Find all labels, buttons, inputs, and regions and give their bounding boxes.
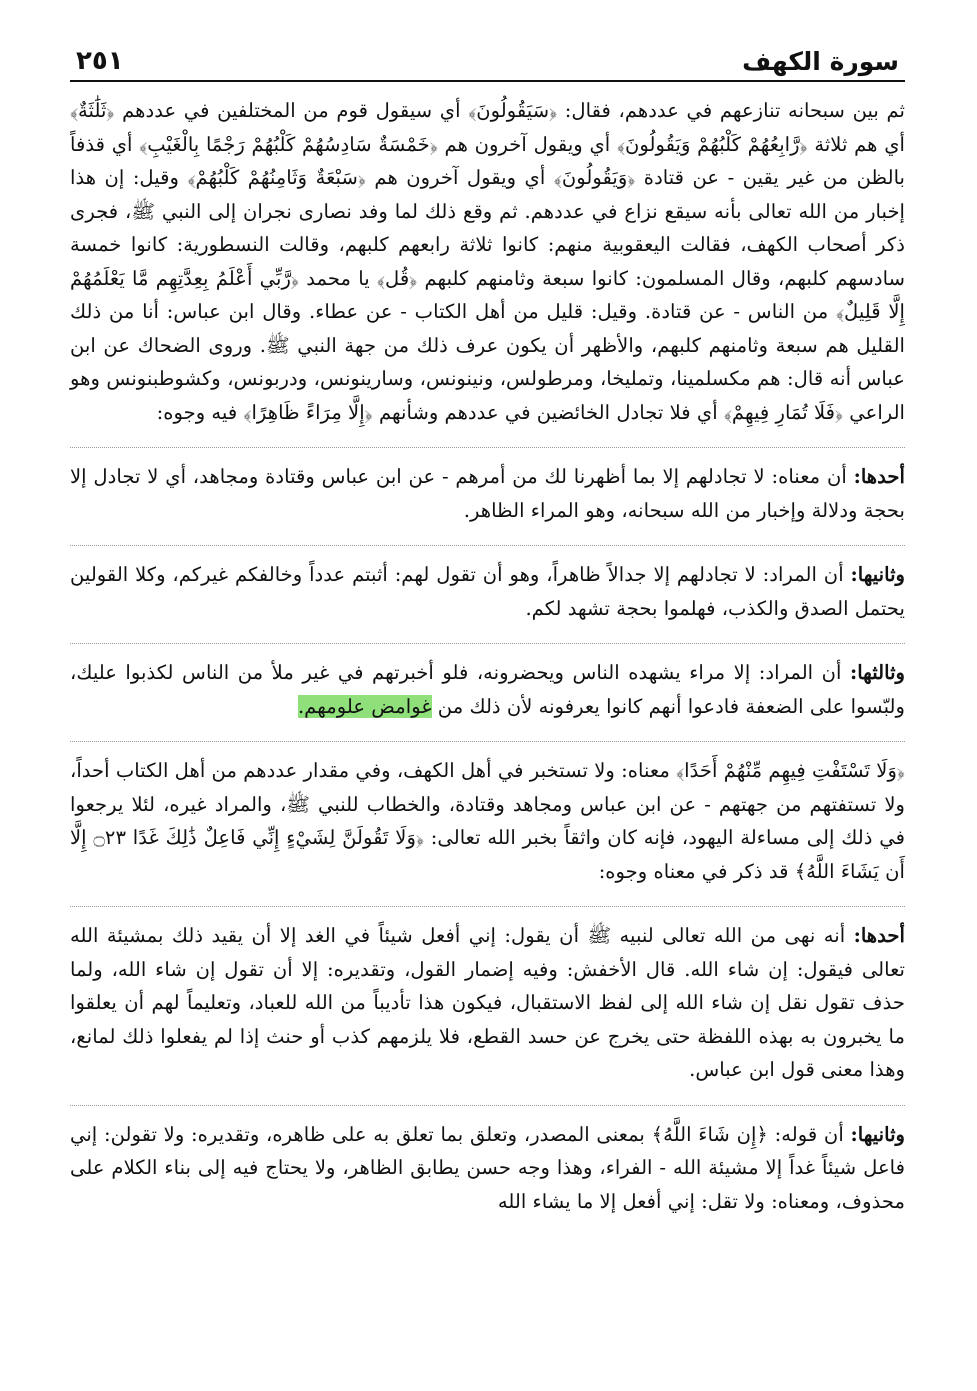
paragraph-lead: وثالثها: (849, 661, 905, 684)
paragraph-first-aspect (70, 447, 905, 527)
paragraph-text: أن قوله: ﴿إِن شَاءَ اللَّهُ﴾ بمعنى المصدر، وتعلق بما تعلق به على ظاهره، وتقديره: ولا تقولن: إني فاعل شيئاً غداً إلا مشيئة الله - الفراء، وهذا وجه حسن يطابق الظاهر، ولا يحتاج فيه إلى بناء الكلام على محذوف، ومعناه: ولا تقل: إني أفعل إلا ما يشاء الله (70, 1122, 905, 1213)
paragraph-first-meaning (70, 906, 905, 1087)
surah-title: سورة الكهف (742, 47, 899, 76)
paragraph-verse-commentary: ﴿وَلَا تَسْتَفْتِ فِيهِم مِّنْهُمْ أَحَدًا﴾ معناه: ولا تستخبر في أهل الكهف، وفي مقدار عددهم من أهل الكتاب أحداً، ولا تستفتهم من جهتهم - عن ابن عباس ومجاهد وقتادة، والخطاب للنبي ﷺ، والمراد غيره، لئلا يرجعوا في ذلك إلى مساءلة اليهود، فإنه كان واثقاً بخبر الله تعالى: ﴿وَلَا تَقُولَنَّ لِشَيْءٍ إِنِّي فَاعِلٌ ذَٰلِكَ غَدًا ۝٢٣ إِلَّا أَن يَشَاءَ اللَّهُ﴾ قد ذكر في معناه وجوه: (70, 741, 905, 888)
page-header (70, 40, 905, 82)
paragraph-intro: ثم بين سبحانه تنازعهم في عددهم، فقال: ﴿سَيَقُولُونَ﴾ أي سيقول قوم من المختلفين في عددهم ﴿ثَلَٰثَةٌ﴾ أي هم ثلاثة ﴿رَّابِعُهُمْ كَلْبُهُمْ وَيَقُولُونَ﴾ أي ويقول آخرون هم ﴿خَمْسَةٌ سَادِسُهُمْ كَلْبُهُمْ رَجْمًا بِالْغَيْبِ﴾ أي قذفاً بالظن من غير يقين - عن قتادة ﴿وَيَقُولُونَ﴾ أي ويقول آخرون هم ﴿سَبْعَةٌ وَثَامِنُهُمْ كَلْبُهُمْ﴾ وقيل: إن هذا إخبار من الله تعالى بأنه سيقع نزاع في عددهم. ثم وقع ذلك لما وفد نصارى نجران إلى النبي ﷺ، فجرى ذكر أصحاب الكهف، فقالت اليعقوبية منهم: كانوا ثلاثة رابعهم كلبهم، وقالت النسطورية: كانوا خمسة سادسهم كلبهم، وقال المسلمون: كانوا سبعة وثامنهم كلبهم ﴿قُل﴾ يا محمد ﴿رَّبِّي أَعْلَمُ بِعِدَّتِهِم مَّا يَعْلَمُهُمْ إِلَّا قَلِيلٌ﴾ من الناس - عن قتادة. وقيل: قليل من أهل الكتاب - عن عطاء. وقال ابن عباس: أنا من ذلك القليل هم سبعة وثامنهم كلبهم، والأظهر أن يكون عرف ذلك من جهة النبي ﷺ. وروى الضحاك عن ابن عباس أنه قال: هم مكسلمينا، وتمليخا، ومرطولس، ونينونس، وسارينونس، ودربونس، وكشوطبنونس وهو الراعي ﴿فَلَا تُمَارِ فِيهِمْ﴾ أي فلا تجادل الخائضين في عددهم وشأنهم ﴿إِلَّا مِرَاءً ظَاهِرًا﴾ فيه وجوه: (70, 99, 905, 424)
paragraph-lead: وثانيها: (850, 1122, 905, 1146)
paragraph-second-meaning (70, 1105, 905, 1219)
paragraph-lead: أحدها: (853, 924, 905, 947)
paragraph-lead: أحدها: (853, 465, 905, 488)
page-number: ٢٥١ (76, 46, 124, 76)
paragraph-text: أنه نهى من الله تعالى لنبيه ﷺ أن يقول: إني أفعل شيئاً في الغد إلا أن يقيد ذلك بمشيئة الله تعالى فيقول: إن شاء الله. قال الأخفش: وفيه إضمار القول، وتقديره: إلا أن تقول إن شاء الله، ولما حذف تقول نقل إن شاء الله إلى لفظ الاستقبال، فيكون هذا تأديباً من الله للعباد، وتعليماً لهم أن يعلقوا ما يخبرون به بهذه اللفظة حتى يخرج عن حسد القطع، فلا يلزمهم كذب أو حنث إذا لم يفعلوا ذلك لمانع، وهذا معنى قول ابن عباس. (70, 924, 905, 1081)
page-body (70, 94, 905, 1218)
paragraph-text: أن المراد: لا تجادلهم إلا جدالاً ظاهراً، وهو أن تقول لهم: أثبتم عدداً وخالفكم غيركم، وكلا القولين يحتمل الصدق والكذب، فهلموا بحجة تشهد لكم. (70, 563, 905, 620)
paragraph-second-aspect (70, 545, 905, 625)
paragraph-text: أن معناه: لا تجادلهم إلا بما أظهرنا لك من أمرهم - عن ابن عباس وقتادة ومجاهد، أي لا تجادل إلا بحجة ودلالة وإخبار من الله سبحانه، وهو المراء الظاهر. (70, 465, 905, 522)
highlighted-text: غوامض علومهم. (297, 694, 432, 718)
paragraph-third-aspect (70, 643, 905, 723)
paragraph-lead: وثانيها: (850, 563, 905, 586)
paragraph-text: أن المراد: إلا مراء يشهده الناس ويحضرونه، فلو أخبرتهم في غير ملأ من الناس لكذبوا عليك، ولبّسوا على الضعفة فادعوا أنهم كانوا يعرفونه لأن ذلك من (70, 661, 905, 718)
